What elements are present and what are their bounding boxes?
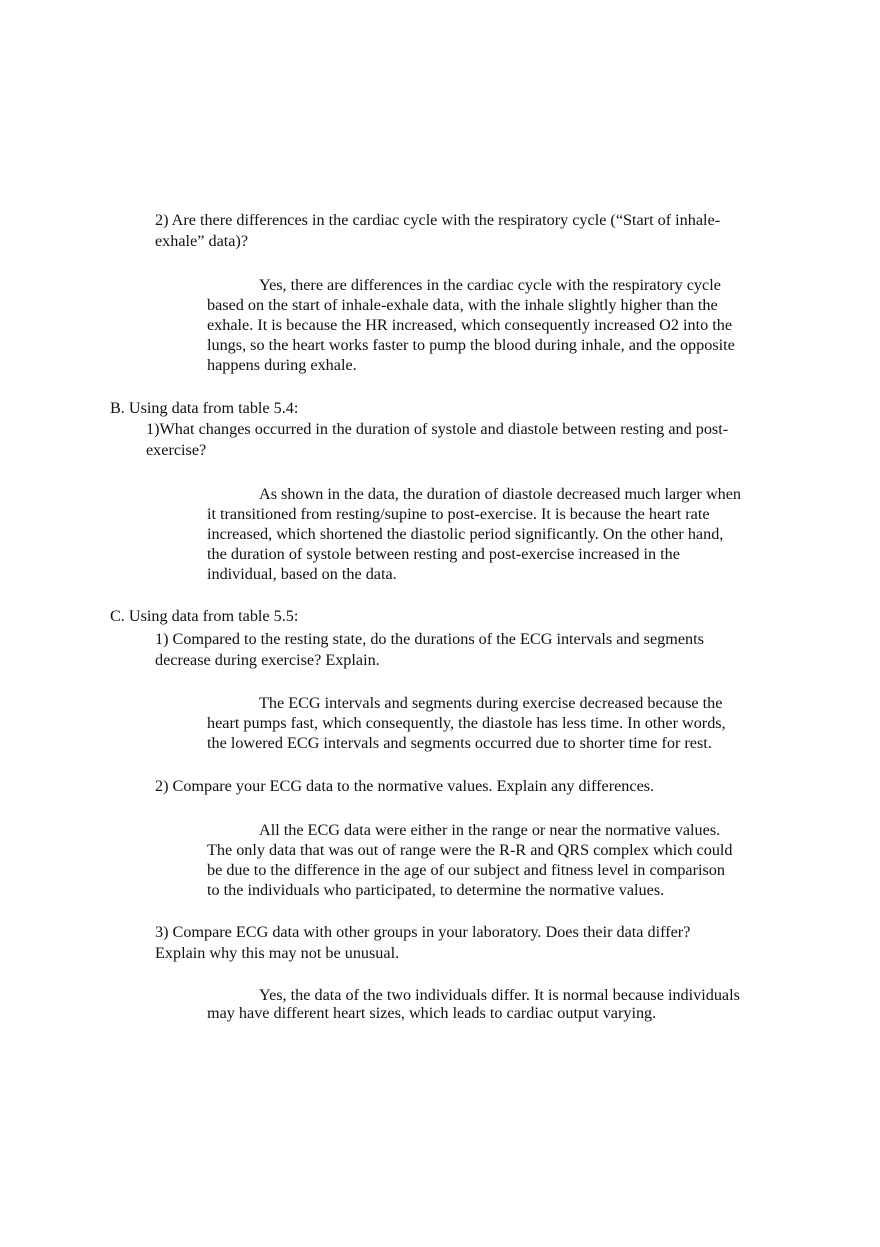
answer-c3-line-1: Yes, the data of the two individuals differ. It is normal because individuals bbox=[259, 986, 740, 1004]
answer-b1-line-2: it transitioned from resting/supine to post-exercise. It is because the heart rate bbox=[207, 505, 710, 523]
answer-b1-line-3: increased, which shortened the diastolic period significantly. On the other hand, bbox=[207, 525, 724, 543]
answer-c1-line-2: heart pumps fast, which consequently, the diastole has less time. In other words, bbox=[207, 714, 726, 732]
answer-c2-line-4: to the individuals who participated, to determine the normative values. bbox=[207, 881, 665, 899]
answer-c2-line-2: The only data that was out of range were the R-R and QRS complex which could bbox=[207, 841, 733, 859]
question-a2-line-2: exhale” data)? bbox=[155, 232, 249, 250]
answer-c3-line-2: may have different heart sizes, which leads to cardiac output varying. bbox=[207, 1004, 657, 1022]
question-c2-line-1: 2) Compare your ECG data to the normative values. Explain any differences. bbox=[155, 777, 655, 795]
answer-b1-line-1: As shown in the data, the duration of diastole decreased much larger when bbox=[259, 485, 742, 503]
question-c1-line-1: 1) Compared to the resting state, do the durations of the ECG intervals and segments bbox=[155, 630, 704, 648]
answer-b1-line-5: individual, based on the data. bbox=[207, 565, 397, 583]
answer-a2-line-5: happens during exhale. bbox=[207, 356, 357, 374]
question-a2-line-1: 2) Are there differences in the cardiac cycle with the respiratory cycle (“Start of inhale- bbox=[155, 211, 721, 229]
question-b1-line-2: exercise? bbox=[146, 441, 207, 459]
answer-c1-line-3: the lowered ECG intervals and segments occurred due to shorter time for rest. bbox=[207, 734, 712, 752]
answer-c2-line-3: be due to the difference in the age of our subject and fitness level in comparison bbox=[207, 861, 725, 879]
question-c3-line-1: 3) Compare ECG data with other groups in your laboratory. Does their data differ? bbox=[155, 923, 691, 941]
answer-a2-line-1: Yes, there are differences in the cardiac cycle with the respiratory cycle bbox=[259, 276, 721, 294]
question-c3-line-2: Explain why this may not be unusual. bbox=[155, 944, 400, 962]
answer-a2-line-4: lungs, so the heart works faster to pump the blood during inhale, and the opposite bbox=[207, 336, 735, 354]
section-c-heading: C. Using data from table 5.5: bbox=[110, 607, 299, 625]
section-b-heading: B. Using data from table 5.4: bbox=[110, 399, 299, 417]
answer-c2-line-1: All the ECG data were either in the range or near the normative values. bbox=[259, 821, 721, 839]
answer-a2-line-3: exhale. It is because the HR increased, which consequently increased O2 into the bbox=[207, 316, 733, 334]
answer-a2-line-2: based on the start of inhale-exhale data, with the inhale slightly higher than the bbox=[207, 296, 718, 314]
question-c1-line-2: decrease during exercise? Explain. bbox=[155, 651, 380, 669]
answer-c1-line-1: The ECG intervals and segments during exercise decreased because the bbox=[259, 694, 723, 712]
question-b1-line-1: 1)What changes occurred in the duration of systole and diastole between resting and post- bbox=[146, 420, 729, 438]
answer-b1-line-4: the duration of systole between resting and post-exercise increased in the bbox=[207, 545, 680, 563]
